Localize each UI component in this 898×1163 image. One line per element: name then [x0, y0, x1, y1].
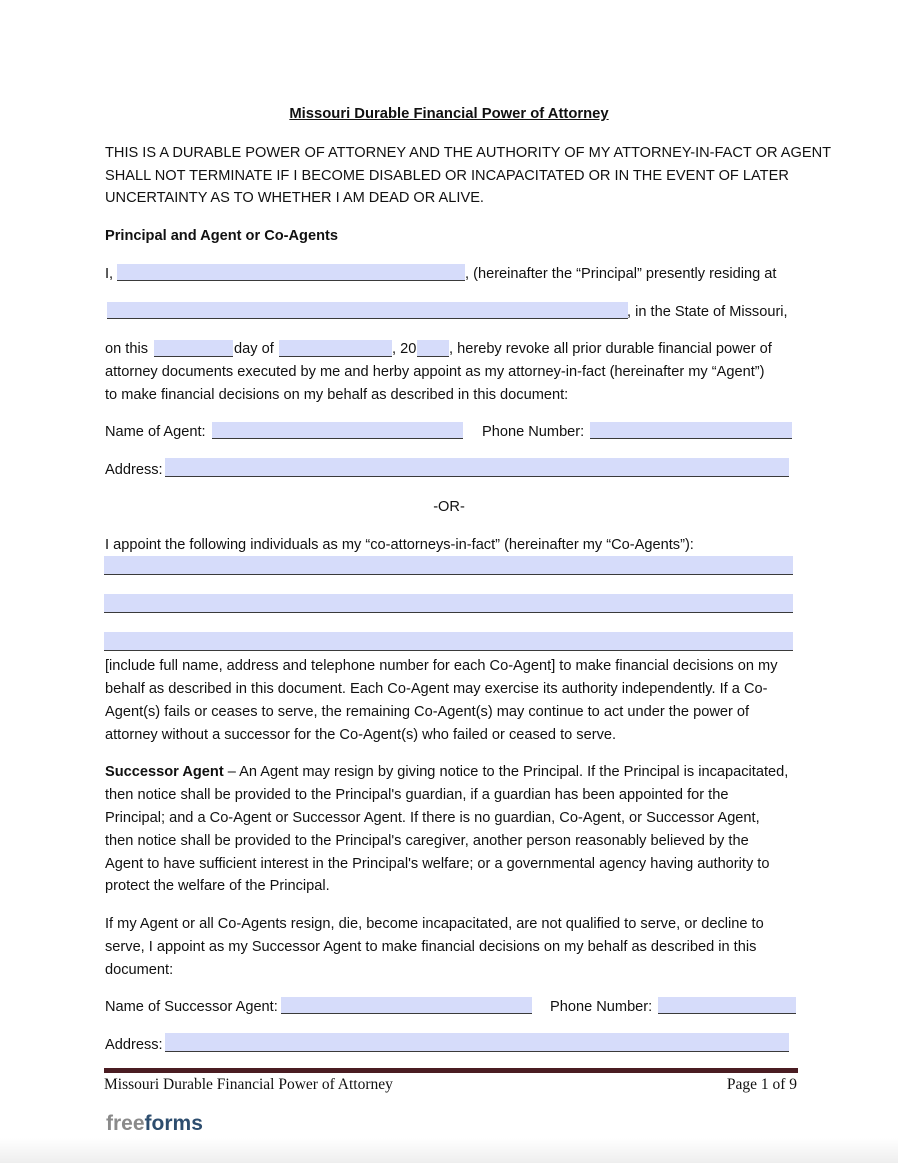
successor-name-field[interactable] — [281, 997, 532, 1014]
freeforms-logo[interactable] — [106, 1112, 203, 1136]
document-title: Missouri Durable Financial Power of Attorney — [289, 106, 609, 122]
co-agents-line-3: Agent(s) fails or ceases to serve, the remaining Co-Agent(s) may continue to act under the power of — [105, 704, 750, 720]
agent-name-field[interactable] — [212, 422, 463, 439]
revoke-line-2: to make financial decisions on my behalf as described in this document: — [105, 387, 569, 403]
successor-line-3: Principal; and a Co-Agent or Successor Agent. If there is no guardian, Co-Agent, or Successor Agent, — [105, 810, 760, 826]
co-agent-field-3[interactable] — [104, 632, 793, 651]
successor-line-2: then notice shall be provided to the Principal's guardian, if a guardian has been appointed for the — [105, 787, 729, 803]
co-agents-intro: I appoint the following individuals as my “co-attorneys-in-fact” (hereinafter my “Co-Agents”): — [105, 537, 694, 553]
date-day-of: day of — [234, 341, 274, 357]
co-agents-line-4: attorney without a successor for the Co-Agent(s) who failed or ceased to serve. — [105, 727, 617, 743]
bottom-shade — [0, 1138, 898, 1163]
revoke-line-1: attorney documents executed by me and herby appoint as my attorney-in-fact (hereinafter my “Agent”) — [105, 364, 765, 380]
principal-name-field[interactable] — [117, 264, 465, 281]
logo-free: free — [106, 1112, 145, 1135]
date-year-prefix: , 20 — [392, 341, 417, 357]
date-on-this: on this — [105, 341, 148, 357]
date-rest: , hereby revoke all prior durable financial power of — [449, 341, 772, 357]
year-field[interactable] — [417, 340, 449, 357]
successor-phone-label: Phone Number: — [550, 999, 653, 1015]
preamble-line-2: SHALL NOT TERMINATE IF I BECOME DISABLED OR INCAPACITATED OR IN THE EVENT OF LATER — [105, 168, 789, 184]
agent-phone-label: Phone Number: — [482, 424, 585, 440]
co-agent-field-2[interactable] — [104, 594, 793, 613]
successor-heading: Successor Agent — [105, 764, 224, 780]
successor-line-1 — [105, 763, 788, 781]
successor-line-1-rest: – An Agent may resign by giving notice to the Principal. If the Principal is incapacitated, — [223, 764, 789, 780]
logo-forms: forms — [144, 1112, 203, 1135]
successor-phone-field[interactable] — [658, 997, 796, 1014]
co-agent-field-1[interactable] — [104, 556, 793, 575]
successor-appoint-line-1: If my Agent or all Co-Agents resign, die, become incapacitated, are not qualified to serve, or decline to — [105, 916, 764, 932]
successor-line-4: then notice shall be provided to the Principal's caregiver, another person reasonably believed by the — [105, 833, 749, 849]
agent-address-label: Address: — [105, 462, 163, 478]
month-field[interactable] — [279, 340, 392, 357]
name-of-successor-label: Name of Successor Agent: — [105, 999, 278, 1015]
agent-address-field[interactable] — [165, 458, 789, 477]
successor-appoint-line-2: serve, I appoint as my Successor Agent to make financial decisions on my behalf as described in this — [105, 939, 757, 955]
footer-title: Missouri Durable Financial Power of Attorney — [104, 1076, 393, 1093]
state-suffix: , in the State of Missouri, — [627, 304, 788, 320]
principal-address-field[interactable] — [107, 302, 628, 319]
preamble-line-1: THIS IS A DURABLE POWER OF ATTORNEY AND THE AUTHORITY OF MY ATTORNEY-IN-FACT OR AGENT — [105, 145, 832, 161]
co-agents-line-2: behalf as described in this document. Each Co-Agent may exercise its authority independently. If a Co- — [105, 681, 768, 697]
or-separator: -OR- — [433, 499, 465, 515]
co-agents-line-1: [include full name, address and telephone number for each Co-Agent] to make financial decisions on my — [105, 658, 778, 674]
successor-address-label: Address: — [105, 1037, 163, 1053]
principal-prefix: I, — [105, 266, 114, 282]
successor-appoint-line-3: document: — [105, 962, 174, 978]
day-field[interactable] — [154, 340, 233, 357]
page-number: Page 1 of 9 — [726, 1076, 797, 1093]
agent-phone-field[interactable] — [590, 422, 792, 439]
preamble-line-3: UNCERTAINTY AS TO WHETHER I AM DEAD OR ALIVE. — [105, 190, 484, 206]
successor-line-6: protect the welfare of the Principal. — [105, 878, 330, 894]
section-heading-principal: Principal and Agent or Co-Agents — [105, 228, 338, 244]
principal-suffix: , (hereinafter the “Principal” presently residing at — [465, 266, 777, 282]
successor-line-5: Agent to have sufficient interest in the Principal's welfare; or a governmental agency having authority to — [105, 856, 770, 872]
footer-divider — [104, 1068, 798, 1073]
name-of-agent-label: Name of Agent: — [105, 424, 206, 440]
successor-address-field[interactable] — [165, 1033, 789, 1052]
